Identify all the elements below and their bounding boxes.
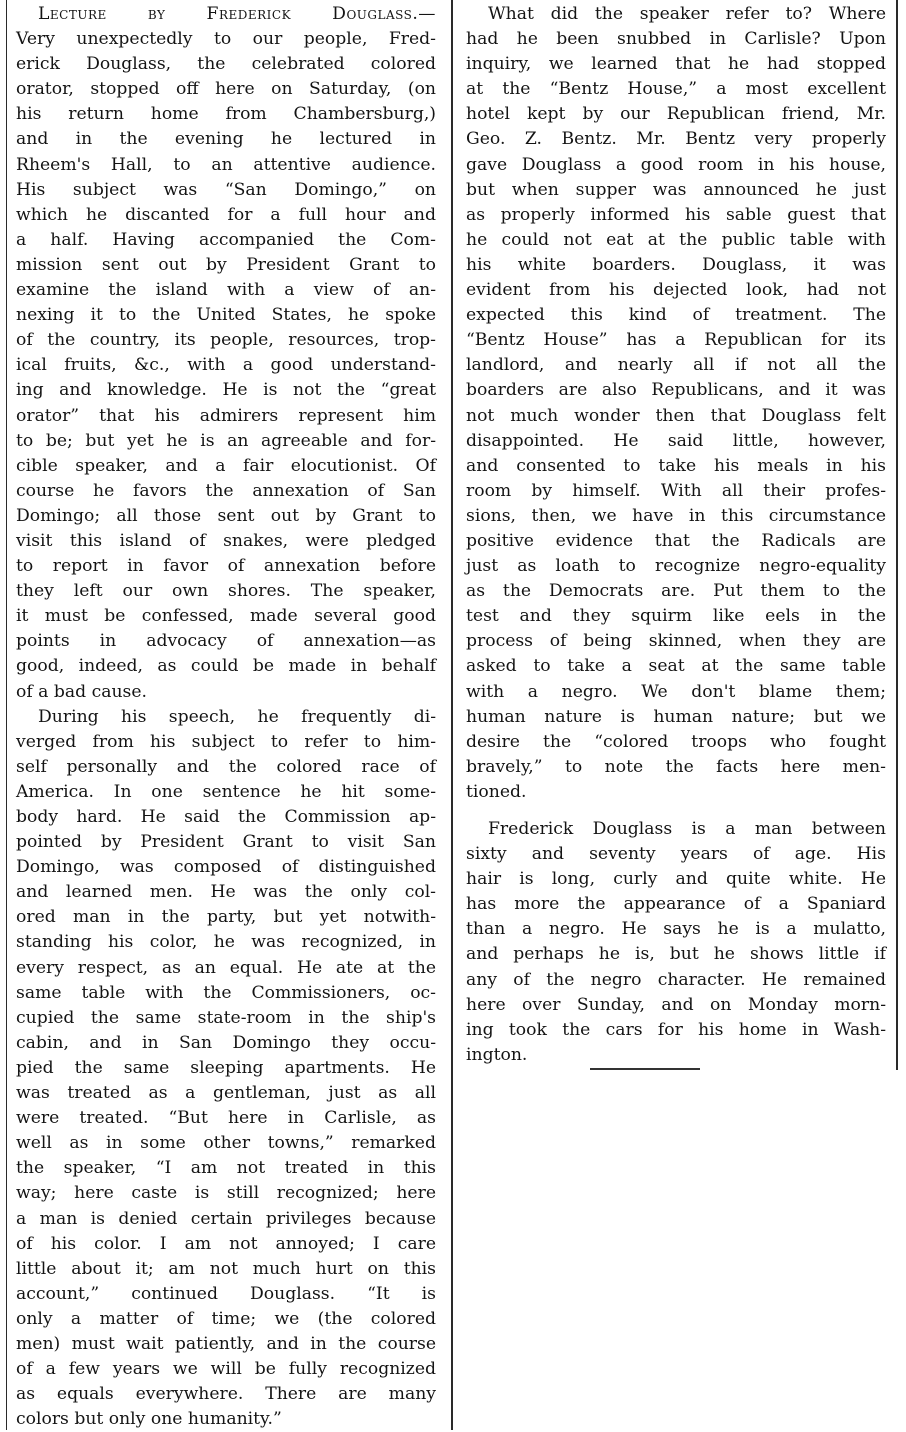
text-line: was treated as a gentleman, just as all [16, 1083, 436, 1104]
text-line: ing and knowledge. He is not the “great [16, 380, 436, 401]
text-line: room by himself. With all their profes- [466, 480, 886, 501]
text-line: the speaker, “I am not treated in this [16, 1158, 436, 1179]
text-line: inquiry, we learned that he had stopped [466, 54, 886, 75]
text-line: of a few years we will be fully recognized [16, 1359, 436, 1380]
text-line: and consented to take his meals in his [466, 455, 886, 476]
text-line: expected this kind of treatment. The [466, 305, 886, 326]
text-line: “Bentz House” has a Republican for its [466, 330, 886, 351]
text-line: verged from his subject to refer to him- [16, 731, 436, 752]
text-line: of a bad cause. [16, 681, 147, 702]
text-line: to report in favor of annexation before [16, 556, 436, 577]
paragraph-gap [466, 805, 886, 817]
text-line: as equals everywhere. There are many [16, 1384, 436, 1405]
text-line: cupied the same state-room in the ship's [16, 1007, 436, 1028]
text-line: it must be confessed, made several good [16, 606, 436, 627]
text-line: Rheem's Hall, to an attentive audience. [16, 154, 436, 175]
text-line: at the “Bentz House,” a most excellent [466, 79, 886, 100]
text-line: desire the “colored troops who fought [466, 731, 886, 752]
text-line: colors but only one humanity.” [16, 1409, 282, 1430]
text-line: erick Douglass, the celebrated colored [16, 54, 436, 75]
text-line: way; here caste is still recognized; here [16, 1183, 436, 1204]
article-headline-line [16, 2, 436, 27]
right-column [466, 2, 886, 1068]
text-line: not much wonder then that Douglass felt [466, 405, 886, 426]
text-line: and learned men. He was the only col- [16, 882, 436, 903]
text-line: just as loath to recognize negro-equality [466, 556, 886, 577]
text-line: only a matter of time; we (the colored [16, 1308, 436, 1329]
text-line: human nature is human nature; but we [466, 706, 886, 727]
text-line: cabin, and in San Domingo they occu- [16, 1032, 436, 1053]
text-line: What did the speaker refer to? Where [488, 4, 886, 24]
text-line: good, indeed, as could be made in behalf [16, 656, 436, 677]
text-line: to be; but yet he is an agreeable and for- [16, 430, 436, 451]
text-line: His subject was “San Domingo,” on [16, 179, 436, 200]
text-line: ington. [466, 1044, 528, 1065]
text-line: cible speaker, and a fair elocutionist. Of [16, 455, 436, 476]
text-line: and perhaps he is, but he shows little if [466, 944, 886, 965]
text-line: than a negro. He says he is a mulatto, [466, 919, 886, 940]
text-line: has more the appearance of a Spaniard [466, 894, 886, 915]
left-column [16, 2, 436, 1432]
text-line: Domingo, was composed of distinguished [16, 857, 436, 878]
text-line: sions, then, we have in this circumstance [466, 505, 886, 526]
text-line: every respect, as an equal. He ate at the [16, 957, 436, 978]
text-line: hair is long, curly and quite white. He [466, 869, 886, 890]
text-line: of his color. I am not annoyed; I care [16, 1233, 436, 1254]
text-line: course he favors the annexation of San [16, 480, 436, 501]
text-line: During his speech, he frequently di- [38, 706, 436, 727]
text-line: his white boarders. Douglass, it was [466, 254, 886, 275]
text-line: well as in some other towns,” remarked [16, 1133, 436, 1154]
text-line: pointed by President Grant to visit San [16, 832, 436, 853]
end-of-article-rule [590, 1068, 700, 1070]
text-line: as properly informed his sable guest that [466, 204, 886, 225]
text-line: orator, stopped off here on Saturday, (on [16, 79, 436, 100]
text-line: were treated. “But here in Carlisle, as [16, 1108, 436, 1129]
text-line: any of the negro character. He remained [466, 969, 886, 990]
text-line: test and they squirm like eels in the [466, 606, 886, 627]
text-line: here over Sunday, and on Monday morn- [466, 994, 886, 1015]
text-line: which he discanted for a full hour and [16, 204, 436, 225]
text-line: nexing it to the United States, he spoke [16, 305, 436, 326]
text-line: standing his color, he was recognized, in [16, 932, 436, 953]
article-title: Lecture by Frederick Douglass.— [38, 4, 436, 24]
text-line: hotel kept by our Republican friend, Mr. [466, 104, 886, 125]
text-line: ored man in the party, but yet notwith- [16, 907, 436, 928]
paragraph-2 [16, 705, 436, 1432]
text-line: evident from his dejected look, had not [466, 280, 886, 301]
paragraph-3 [466, 2, 886, 805]
text-line: with a negro. We don't blame them; [466, 681, 886, 702]
column-divider-rule [451, 0, 453, 1430]
text-line: of the country, its people, resources, trop- [16, 330, 436, 351]
text-line: points in advocacy of annexation—as [16, 631, 436, 652]
text-line: gave Douglass a good room in his house, [466, 154, 886, 175]
text-line: asked to take a seat at the same table [466, 656, 886, 677]
text-line: ical fruits, &c., with a good understand- [16, 355, 436, 376]
text-line: Domingo; all those sent out by Grant to [16, 505, 436, 526]
text-line: positive evidence that the Radicals are [466, 530, 886, 551]
text-line: mission sent out by President Grant to [16, 254, 436, 275]
text-line: orator” that his admirers represent him [16, 405, 436, 426]
paragraph-1 [16, 2, 436, 705]
text-line: had he been snubbed in Carlisle? Upon [466, 29, 886, 50]
text-line: men) must wait patiently, and in the course [16, 1333, 436, 1354]
text-line: his return home from Chambersburg,) [16, 104, 436, 125]
text-line: process of being skinned, when they are [466, 631, 886, 652]
text-line: landlord, and nearly all if not all the [466, 355, 886, 376]
text-line: they left our own shores. The speaker, [16, 581, 436, 602]
text-line: examine the island with a view of an- [16, 280, 436, 301]
text-line: self personally and the colored race of [16, 756, 436, 777]
text-line: Geo. Z. Bentz. Mr. Bentz very properly [466, 129, 886, 150]
text-line: little about it; am not much hurt on this [16, 1258, 436, 1279]
right-border-rule [896, 0, 898, 1070]
text-line: bravely,” to note the facts here men- [466, 756, 886, 777]
text-line: account,” continued Douglass. “It is [16, 1283, 436, 1304]
text-line: a half. Having accompanied the Com- [16, 229, 436, 250]
text-line: but when supper was announced he just [466, 179, 886, 200]
text-line: he could not eat at the public table with [466, 229, 886, 250]
text-line: same table with the Commissioners, oc- [16, 982, 436, 1003]
text-line: Very unexpectedly to our people, Fred- [16, 29, 436, 50]
text-line: boarders are also Republicans, and it was [466, 380, 886, 401]
left-border-rule [6, 0, 7, 1430]
text-line: body hard. He said the Commission ap- [16, 807, 436, 827]
text-line: a man is denied certain privileges because [16, 1208, 436, 1229]
text-line: sixty and seventy years of age. His [466, 844, 886, 865]
text-line: pied the same sleeping apartments. He [16, 1057, 436, 1078]
text-line: tioned. [466, 781, 527, 802]
text-line: as the Democrats are. Put them to the [466, 581, 886, 602]
text-line: ing took the cars for his home in Wash- [466, 1019, 886, 1040]
text-line: disappointed. He said little, however, [466, 430, 886, 451]
text-line: America. In one sentence he hit some- [16, 781, 436, 802]
text-line: visit this island of snakes, were pledged [16, 530, 436, 551]
text-line: and in the evening he lectured in [16, 129, 436, 150]
paragraph-4 [466, 817, 886, 1068]
text-line: Frederick Douglass is a man between [488, 819, 886, 839]
